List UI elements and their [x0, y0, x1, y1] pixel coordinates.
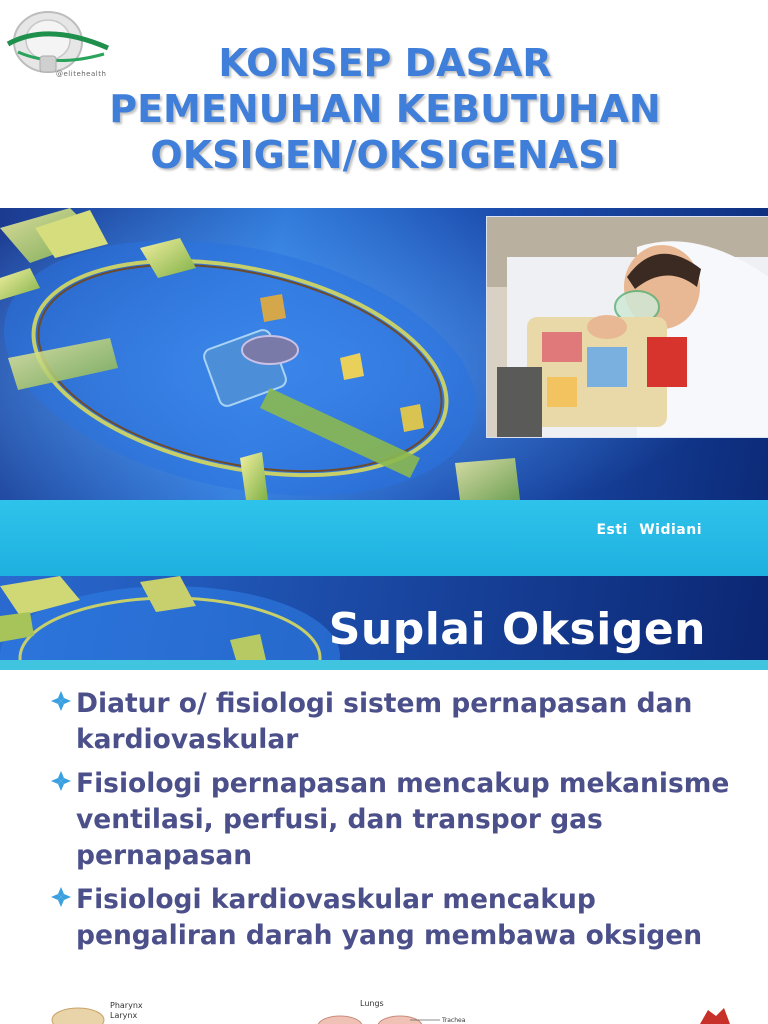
title-line-1: KONSEP DASAR — [218, 41, 552, 85]
list-item — [50, 882, 750, 954]
author-name: Esti Widiani — [596, 522, 702, 538]
list-item — [50, 766, 750, 874]
bullet-text: Fisiologi kardiovaskular mencakup pengaliran darah yang membawa oksigen — [76, 884, 703, 951]
label-pharynx: Pharynx — [110, 1001, 143, 1010]
header-accent-bar — [0, 660, 768, 670]
diamond-bullet-icon — [50, 690, 72, 712]
diamond-bullet-icon — [50, 770, 72, 792]
child-with-oxygen-mask-image — [487, 217, 768, 437]
slide-heading: Suplai Oksigen — [328, 604, 706, 655]
label-larynx: Larynx — [110, 1011, 138, 1020]
title-line-3: OKSIGEN/OKSIGENASI — [150, 133, 620, 177]
anatomy-images-strip — [0, 986, 768, 1024]
label-lungs: Lungs — [360, 999, 384, 1008]
label-trachea: Trachea — [442, 1017, 466, 1024]
bullet-text: Fisiologi pernapasan mencakup mekanisme ventilasi, perfusi, dan transpor gas pernapasan — [76, 768, 730, 871]
anatomy-diagram-graphic — [0, 986, 768, 1024]
content-slide — [0, 576, 768, 1024]
list-item — [50, 686, 750, 758]
title-line-2: PEMENUHAN KEBUTUHAN — [109, 87, 661, 131]
author-bar — [0, 500, 768, 576]
logo-caption: @elitehealth — [56, 70, 107, 78]
slide-header — [0, 576, 768, 660]
bullet-list — [50, 686, 750, 962]
bullet-text: Diatur o/ fisiologi sistem pernapasan dan kardiovaskular — [76, 688, 693, 755]
slide-title — [40, 40, 730, 178]
diamond-bullet-icon — [50, 886, 72, 908]
patient-oxygen-photo — [486, 216, 768, 438]
